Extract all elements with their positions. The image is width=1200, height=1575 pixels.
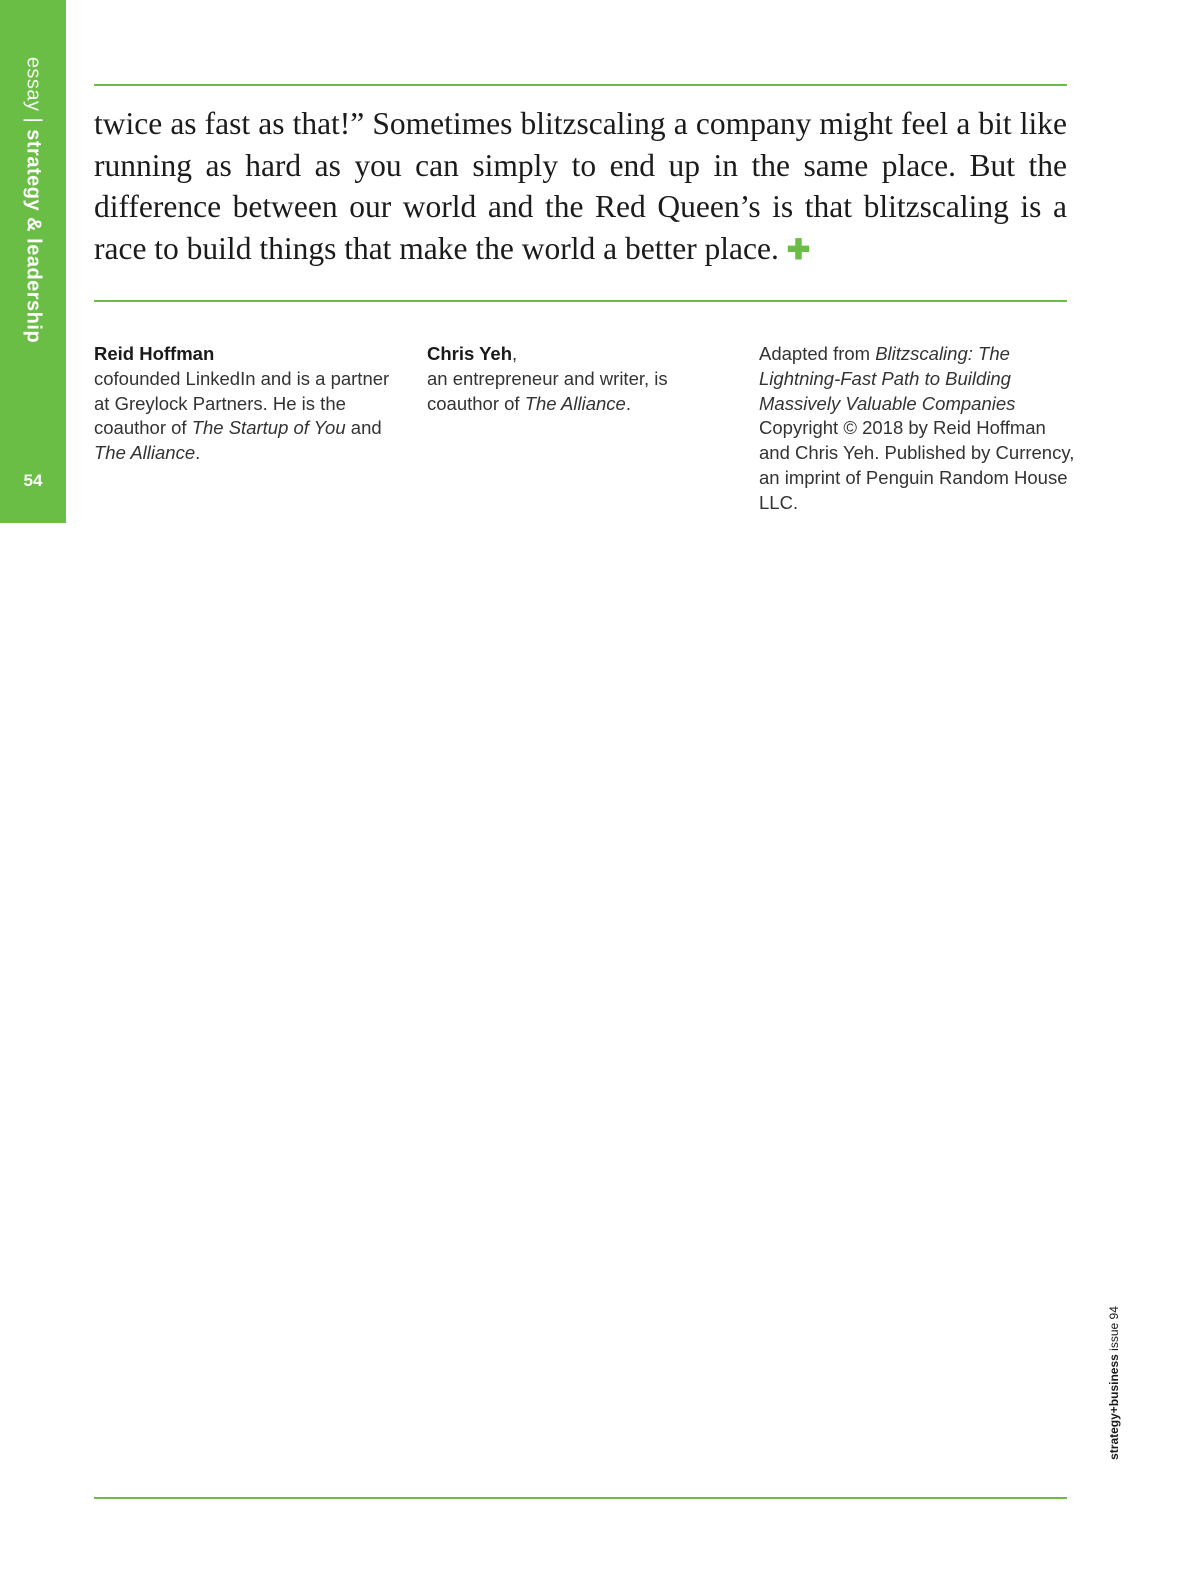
section-label-essay: essay bbox=[22, 56, 45, 112]
top-rule bbox=[94, 84, 1067, 86]
author-bio: an entrepreneur and writer, is coauthor of The Alliance. bbox=[427, 367, 668, 414]
bio-chris-yeh: Chris Yeh, an entrepreneur and writer, is coauthor of The Alliance. bbox=[427, 342, 727, 416]
bottom-rule bbox=[94, 1497, 1067, 1499]
book-title: The Startup of You bbox=[191, 417, 346, 439]
adaptation-credit: Adapted from Blitzscaling: The Lightning-Fast Path to Building Massively Valuable Companies Copyright © 2018 by Reid Hoffman and Chris Yeh. Published by Currency, an imprint of Penguin Random House LLC. bbox=[759, 343, 1075, 513]
page-number: 54 bbox=[23, 471, 43, 490]
author-name: Chris Yeh bbox=[427, 343, 513, 364]
article-closing-paragraph bbox=[94, 103, 1067, 270]
section-label bbox=[22, 57, 45, 343]
book-title: The Alliance bbox=[94, 442, 196, 464]
end-mark-icon: ✚ bbox=[786, 233, 811, 265]
section-label-strategy: strategy & leadership bbox=[22, 129, 45, 344]
publication-footer bbox=[1107, 1306, 1121, 1460]
source-book-title: Blitzscaling: The Lightning-Fast Path to Building Massively Valuable Companies bbox=[759, 343, 1016, 414]
middle-rule bbox=[94, 300, 1067, 302]
author-name: Reid Hoffman bbox=[94, 343, 215, 364]
book-title: The Alliance bbox=[524, 392, 626, 414]
bio-reid-hoffman bbox=[94, 342, 409, 466]
section-separator: | bbox=[22, 117, 45, 124]
author-bio: cofounded LinkedIn and is a partner at Greylock Partners. He is the coauthor of The Startup of You and The Alliance. bbox=[94, 367, 390, 464]
copyright-notice: Copyright © 2018 by Reid Hoffman and Chris Yeh. Published by Currency, an imprint of Penguin Random House LLC. bbox=[759, 417, 1075, 513]
article-text: twice as fast as that!” Sometimes blitzscaling a company might feel a bit like running as hard as you can simply to end up in the same place. But the difference between our world and the Red Queen’s is that blitzscaling is a race to build things that make the world a better place. bbox=[94, 106, 1067, 266]
section-tab bbox=[0, 0, 66, 523]
publication-name: strategy+business bbox=[1107, 1354, 1121, 1460]
issue-number: issue 94 bbox=[1107, 1306, 1121, 1351]
